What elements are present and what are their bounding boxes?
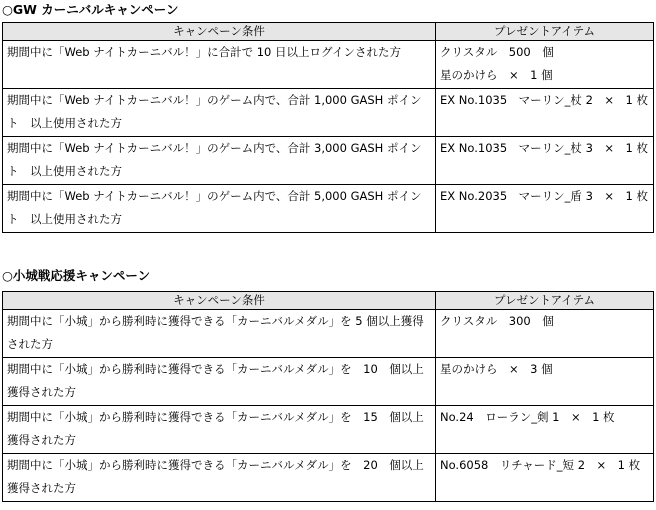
present-item: No.24 ローラン_剣 1 × 1 枚 bbox=[440, 410, 615, 424]
present-cell bbox=[436, 137, 654, 185]
condition-cell: 期間中に「Web ナイトカーニバル！」のゲーム内で、合計 5,000 GASH ポイント 以上使用された方 bbox=[3, 185, 436, 233]
gw-campaign-title: ○GW カーニバルキャンペーン bbox=[2, 2, 179, 17]
present-header: プレゼントアイテム bbox=[436, 292, 654, 310]
table-row bbox=[3, 358, 654, 406]
table-header-row bbox=[3, 292, 654, 310]
present-item: クリスタル 300 個 bbox=[440, 314, 554, 328]
present-item: No.6058 リチャード_短 2 × 1 枚 bbox=[440, 458, 641, 472]
present-cell bbox=[436, 89, 654, 137]
table-row bbox=[3, 185, 654, 233]
condition-header: キャンペーン条件 bbox=[3, 23, 436, 41]
table-row bbox=[3, 454, 654, 502]
condition-cell: 期間中に「小城」から勝利時に獲得できる「カーニバルメダル」を 15 個以上獲得された方 bbox=[3, 406, 436, 454]
present-item: EX No.2035 マーリン_盾 3 × 1 枚 bbox=[440, 189, 648, 203]
present-cell bbox=[436, 358, 654, 406]
present-cell bbox=[436, 41, 654, 89]
present-cell bbox=[436, 454, 654, 502]
table-row bbox=[3, 406, 654, 454]
table-header-row bbox=[3, 23, 654, 41]
condition-cell: 期間中に「Web ナイトカーニバル！」に合計で 10 日以上ログインされた方 bbox=[3, 41, 436, 89]
present-item: EX No.1035 マーリン_杖 3 × 1 枚 bbox=[440, 141, 648, 155]
table-row bbox=[3, 310, 654, 358]
condition-header: キャンペーン条件 bbox=[3, 292, 436, 310]
present-header: プレゼントアイテム bbox=[436, 23, 654, 41]
condition-cell: 期間中に「小城」から勝利時に獲得できる「カーニバルメダル」を 5 個以上獲得された方 bbox=[3, 310, 436, 358]
present-item: 星のかけら × 3 個 bbox=[440, 362, 553, 376]
condition-cell: 期間中に「小城」から勝利時に獲得できる「カーニバルメダル」を 20 個以上獲得された方 bbox=[3, 454, 436, 502]
castle-campaign-title: ○小城戦応援キャンペーン bbox=[2, 268, 151, 283]
castle-campaign-table bbox=[2, 291, 654, 502]
present-cell bbox=[436, 185, 654, 233]
table-row bbox=[3, 89, 654, 137]
condition-cell: 期間中に「Web ナイトカーニバル！」のゲーム内で、合計 1,000 GASH ポイント 以上使用された方 bbox=[3, 89, 436, 137]
present-item: EX No.1035 マーリン_杖 2 × 1 枚 bbox=[440, 93, 648, 107]
present-cell bbox=[436, 406, 654, 454]
condition-cell: 期間中に「小城」から勝利時に獲得できる「カーニバルメダル」を 10 個以上獲得された方 bbox=[3, 358, 436, 406]
condition-cell: 期間中に「Web ナイトカーニバル！」のゲーム内で、合計 3,000 GASH ポイント 以上使用された方 bbox=[3, 137, 436, 185]
present-item: クリスタル 500 個 bbox=[440, 45, 554, 59]
table-row bbox=[3, 137, 654, 185]
table-row bbox=[3, 41, 654, 89]
present-item: 星のかけら × 1 個 bbox=[440, 68, 553, 82]
present-cell bbox=[436, 310, 654, 358]
gw-campaign-table bbox=[2, 22, 654, 233]
